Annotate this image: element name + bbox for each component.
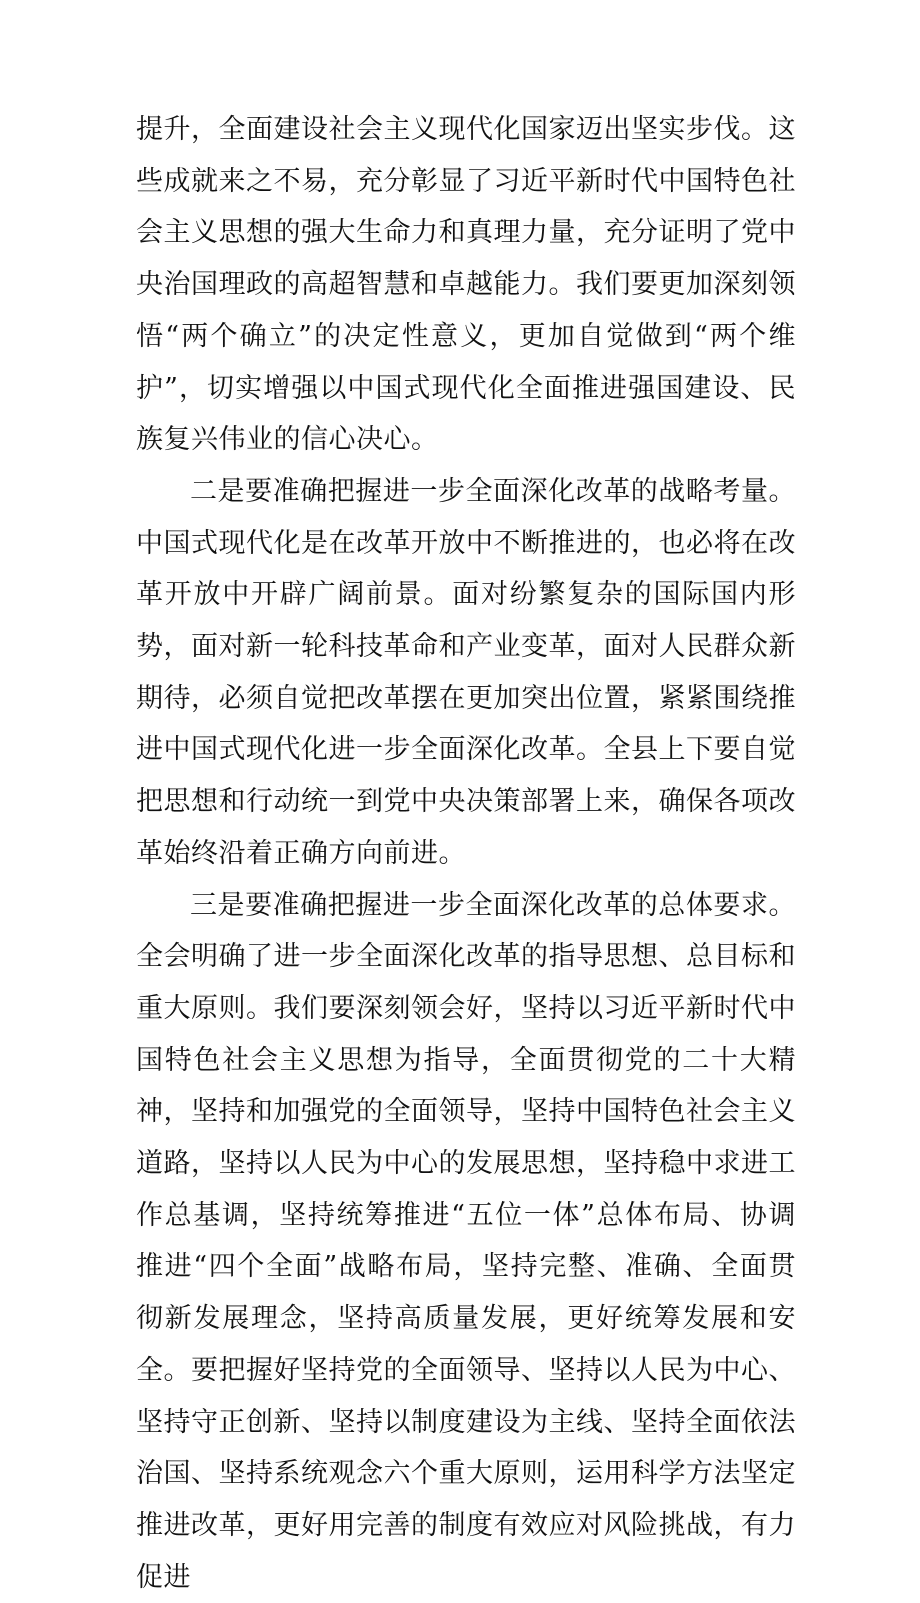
paragraph-overall-requirements: 三是要准确把握进一步全面深化改革的总体要求。全会明确了进一步全面深化改革的指导思想、总目标和重大原则。我们要深刻领会好，坚持以习近平新时代中国特色社会主义思想为指导，全面贯彻党的二十大精神，坚持和加强党的全面领导，坚持中国特色社会主义道路，坚持以人民为中心的发展思想，坚持稳中求进工作总基调，坚持统筹推进“五位一体”总体布局、协调推进“四个全面”战略布局，坚持完整、准确、全面贯彻新发展理念，坚持高质量发展，更好统筹发展和安全。要把握好坚持党的全面领导、坚持以人民为中心、坚持守正创新、坚持以制度建设为主线、坚持全面依法治国、坚持系统观念六个重大原则，运用科学方法坚定推进改革，更好用完善的制度有效应对风险挑战，有力促进	[136, 889, 796, 1593]
document-body	[136, 104, 796, 1603]
paragraph-continuation: 提升，全面建设社会主义现代化国家迈出坚实步伐。这些成就来之不易，充分彰显了习近平新时代中国特色社会主义思想的强大生命力和真理力量，充分证明了党中央治国理政的高超智慧和卓越能力。我们要更加深刻领悟“两个确立”的决定性意义，更加自觉做到“两个维护”，切实增强以中国式现代化全面推进强国建设、民族复兴伟业的信心决心。	[136, 114, 796, 456]
paragraph-strategic-considerations: 二是要准确把握进一步全面深化改革的战略考量。中国式现代化是在改革开放中不断推进的，也必将在改革开放中开辟广阔前景。面对纷繁复杂的国际国内形势，面对新一轮科技革命和产业变革，面对人民群众新期待，必须自觉把改革摆在更加突出位置，紧紧围绕推进中国式现代化进一步全面深化改革。全县上下要自觉把思想和行动统一到党中央决策部署上来，确保各项改革始终沿着正确方向前进。	[136, 475, 796, 869]
